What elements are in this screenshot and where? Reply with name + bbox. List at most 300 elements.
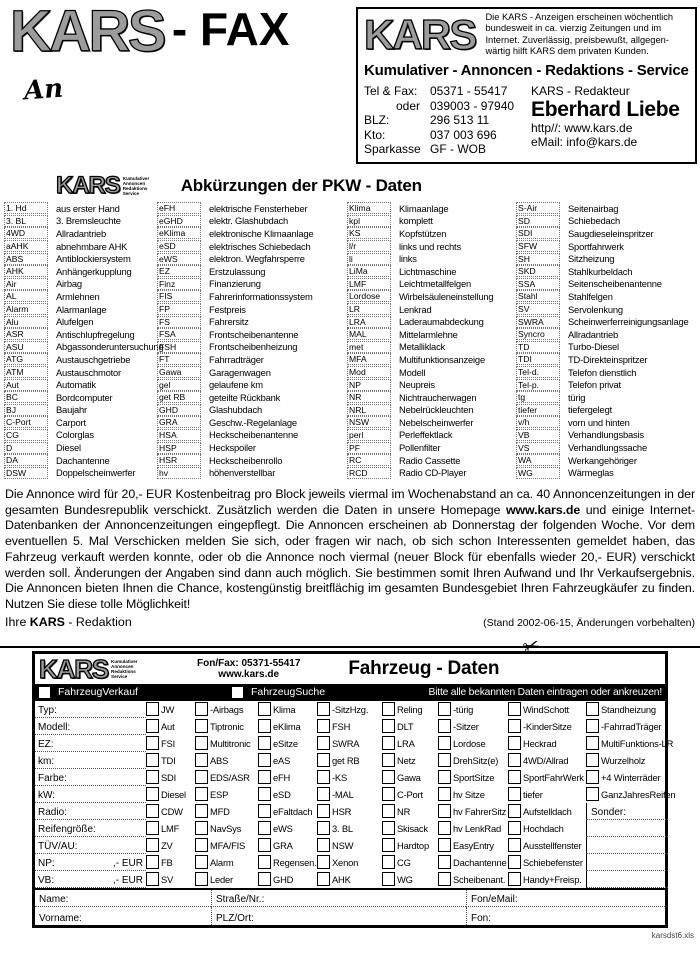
contact-label: oder [395, 98, 420, 113]
checkbox-handy-freisp[interactable] [508, 872, 521, 886]
abbreviations-title: Abkürzungen der PKW - Daten [180, 176, 422, 195]
field-modell[interactable] [35, 718, 146, 735]
abbr-row [516, 353, 696, 366]
checkbox-efh[interactable] [258, 770, 271, 784]
abbr-description: Abgassonderuntersuchung [56, 341, 164, 353]
abbr-row [516, 441, 696, 454]
checkbox-drehsitz-e[interactable] [438, 753, 451, 767]
option-label-airbags: -Airbags [210, 703, 244, 715]
abbr-row [4, 202, 157, 215]
checkbox-nr[interactable] [382, 804, 395, 818]
abbr-code: SD [516, 215, 560, 227]
abbr-code: Stahl [516, 290, 560, 302]
abbr-description: Leichtmetallfelgen [399, 278, 471, 290]
form-title: Fahrzeug - Daten [348, 657, 500, 679]
abbr-description: höhenverstellbar [209, 467, 276, 479]
contact-value: 05371 - 55417 [430, 84, 508, 99]
abbr-description: Fahrradträger [209, 353, 264, 365]
cut-line [0, 631, 700, 660]
checkbox-ews[interactable] [258, 821, 271, 835]
checkbox-gra[interactable] [258, 838, 271, 852]
checkbox-lra[interactable] [382, 736, 395, 750]
field-t-v-au[interactable] [35, 837, 146, 854]
abbr-row [516, 454, 696, 467]
abbr-code: Mod [347, 366, 391, 378]
abbr-row [516, 265, 696, 278]
checkbox-esitze[interactable] [258, 736, 271, 750]
abbr-row [347, 341, 516, 354]
abbr-code: VB [516, 429, 560, 441]
abbr-description: Saugdieseleinspritzer [568, 227, 654, 239]
option-label-hv-lenkrad: hv LenkRad [453, 822, 502, 834]
option-label-esitze: eSitze [273, 737, 298, 749]
abbr-code: HSP [157, 442, 201, 454]
option-label-skisack: Skisack [397, 822, 428, 834]
checkbox-heckrad[interactable] [508, 736, 521, 750]
abbr-code: v/h [516, 416, 560, 428]
checkbox-kindersitze[interactable] [508, 719, 521, 733]
option-label-eds-asr: EDS/ASR [210, 771, 250, 783]
option-label-multifunktions-lr: MultiFunktions-LR [601, 737, 674, 749]
checkbox-mfa-fis[interactable] [195, 838, 208, 852]
checkbox-diesel[interactable] [146, 787, 159, 801]
scissors-icon: ✂ [519, 631, 544, 660]
abbr-description: elektron. Wegfahrsperre [209, 253, 305, 265]
option-label-fsh: FSH [332, 720, 351, 732]
checkbox-t-rig[interactable] [438, 702, 451, 716]
abbr-code: Aut [4, 379, 48, 391]
checkbox-reling[interactable] [382, 702, 395, 716]
abbr-code: tiefer [516, 404, 560, 416]
checkbox-4-winterr-der[interactable] [586, 770, 599, 784]
abbr-row [347, 366, 516, 379]
option-label-sportsitze: SportSitze [453, 771, 495, 783]
abbr-description: Lenkrad [399, 303, 432, 315]
abbr-description: Austauschmotor [56, 366, 121, 378]
abbr-code: eGHD [157, 215, 201, 227]
abbr-description: Mittelarmlehne [399, 328, 458, 340]
checkbox-cdw[interactable] [146, 804, 159, 818]
checkbox-tiefer[interactable] [508, 787, 521, 801]
option-label-t-rig: -türig [453, 703, 474, 715]
abbr-row [157, 227, 347, 240]
abbr-description: Verhandlungssache [568, 442, 647, 454]
option-label-esp: ESP [210, 788, 229, 800]
abbr-code: LiMa [347, 265, 391, 277]
abbr-code: AHK [4, 265, 48, 277]
contact-value: 039003 - 97940 [430, 98, 515, 113]
checkbox-sitzhzg[interactable] [317, 702, 330, 716]
form-row [35, 837, 665, 854]
kars-logo-subtext: Kumulativer Annoncen Redaktions Service [111, 658, 138, 679]
abbr-row [157, 391, 347, 404]
abbr-description: Stahlkurbeldach [568, 265, 633, 277]
abbr-description: 3. Bremsleuchte [56, 215, 121, 227]
option-label-navsys: NavSys [210, 822, 242, 834]
option-label-hv-fahrersitz: hv FahrerSitz [453, 805, 507, 817]
checkbox-zv[interactable] [146, 838, 159, 852]
contact-row [364, 84, 527, 99]
contact-row [364, 142, 527, 157]
checkbox-fahrzeugsuche[interactable] [231, 686, 244, 699]
abbr-row [347, 227, 516, 240]
sonder-notes-area[interactable] [586, 854, 668, 871]
abbr-row [347, 290, 516, 303]
abbr-description: Antischlupfregelung [56, 328, 135, 340]
abbr-code: GRA [157, 416, 201, 428]
abbr-row [157, 454, 347, 467]
option-label-ganzjahresreifen: GanzJahresReifen [601, 788, 676, 800]
option-label-cdw: CDW [161, 805, 183, 817]
field-suffix: ,- EUR [113, 857, 143, 869]
abbr-row [157, 441, 347, 454]
abbr-row [4, 265, 157, 278]
option-label-multitronic: Multitronic [210, 737, 251, 749]
checkbox-multifunktions-lr[interactable] [586, 736, 599, 750]
abbr-code: Alarm [4, 303, 48, 315]
abbr-description: links [399, 253, 417, 265]
form-row [35, 786, 676, 803]
abbr-column [516, 202, 696, 479]
option-label-wurzelholz: Wurzelholz [601, 754, 646, 766]
abbr-code: kpl [347, 215, 391, 227]
checkbox-eds-asr[interactable] [195, 770, 208, 784]
field-typ[interactable] [35, 701, 146, 718]
field-label: km: [38, 755, 55, 767]
checkbox-ks[interactable] [317, 770, 330, 784]
checkbox-c-port[interactable] [382, 787, 395, 801]
option-label-lra: LRA [397, 737, 415, 749]
abbr-row [516, 202, 696, 215]
abbr-row [516, 328, 696, 341]
abbr-description: Antiblockiersystem [56, 253, 131, 265]
version-note: (Stand 2002-06-15, Änderungen vorbehalten) [483, 616, 695, 629]
checkbox-multitronic[interactable] [195, 736, 208, 750]
website-link[interactable]: http//: www.kars.de [531, 120, 633, 135]
checkbox-esd[interactable] [258, 787, 271, 801]
checkbox-3-bl[interactable] [317, 821, 330, 835]
sonder-notes-area[interactable] [586, 871, 668, 888]
checkbox-eas[interactable] [258, 753, 271, 767]
checkbox-hsr[interactable] [317, 804, 330, 818]
address-field-name[interactable]: Name: [35, 890, 211, 908]
checkbox-alarm[interactable] [195, 855, 208, 869]
checkbox-tiptronic[interactable] [195, 719, 208, 733]
abbr-row [516, 252, 696, 265]
abbr-row [347, 278, 516, 291]
abbreviations-header [56, 174, 700, 198]
checkbox-get-rb[interactable] [317, 753, 330, 767]
checkbox-ahk[interactable] [317, 872, 330, 886]
sonder-notes-area[interactable] [586, 820, 668, 837]
abbreviation-table [4, 202, 698, 479]
option-label-esd: eSD [273, 788, 291, 800]
checkbox-cg[interactable] [382, 855, 395, 869]
checkbox-sv[interactable] [146, 872, 159, 886]
abbr-code: Finz [157, 278, 201, 290]
abbr-row [347, 353, 516, 366]
abbr-code: 3. BL [4, 215, 48, 227]
checkbox-windschott[interactable] [508, 702, 521, 716]
kars-fax-brand [10, 2, 289, 105]
option-label-windschott: WindSchott [523, 703, 569, 715]
email-link[interactable]: eMail: info@kars.de [531, 135, 638, 150]
option-label-netz: Netz [397, 754, 416, 766]
field-kw[interactable] [35, 786, 146, 803]
abbr-row [347, 454, 516, 467]
checkbox-hv-lenkrad[interactable] [438, 821, 451, 835]
checkbox-airbags[interactable] [195, 702, 208, 716]
option-label-hardtop: Hardtop [397, 839, 429, 851]
kars-description: Die KARS - Anzeigen erscheinen wöchentlich bundesweit in ca. vierzig Zeitungen und im Internet. Zuverlässig, preisbewußt, allgegen- wärtig hilft KARS dem privaten Kunden. [485, 12, 674, 56]
checkbox-4wd-allrad[interactable] [508, 753, 521, 767]
abbr-row [516, 240, 696, 253]
abbr-code: CG [4, 429, 48, 441]
checkbox-fahrradtr-ger[interactable] [586, 719, 599, 733]
address-row [35, 907, 665, 925]
address-field-fon-email[interactable]: Fon/eMail: [466, 890, 665, 908]
field-vb[interactable] [35, 871, 146, 888]
checkbox-fsi[interactable] [146, 736, 159, 750]
field-reifengr-e[interactable] [35, 820, 146, 837]
checkbox-easyentry[interactable] [438, 838, 451, 852]
checkbox-wg[interactable] [382, 872, 395, 886]
checkbox-hochdach[interactable] [508, 821, 521, 835]
fahrzeugverkauf-label: FahrzeugVerkauf [58, 686, 138, 699]
checkbox-xenon[interactable] [317, 855, 330, 869]
sonder-notes-area[interactable]: Sonder: [586, 803, 668, 820]
option-label-ahk: AHK [332, 873, 351, 885]
abbr-description: Heckspoiler [209, 442, 256, 454]
abbr-description: abnehmbare AHK [56, 240, 128, 252]
checkbox-ghd[interactable] [258, 872, 271, 886]
abbr-row [347, 328, 516, 341]
checkbox-wurzelholz[interactable] [586, 753, 599, 767]
field-label: Radio: [38, 806, 67, 818]
abbr-code: Air [4, 278, 48, 290]
option-label-nsw: NSW [332, 839, 354, 851]
abbr-code: FS [157, 316, 201, 328]
option-label-sdi: SDI [161, 771, 177, 783]
checkbox-swra[interactable] [317, 736, 330, 750]
abbr-code: Klima [347, 202, 391, 214]
abbr-code: LRA [347, 316, 391, 328]
checkbox-regensen[interactable] [258, 855, 271, 869]
abbr-description: Fahrersitz [209, 316, 249, 328]
abbr-description: Dachantenne [56, 454, 110, 466]
sonder-notes-area[interactable] [586, 837, 668, 854]
abbr-description: Werkangehöriger [568, 454, 637, 466]
abbr-description: aus erster Hand [56, 202, 120, 214]
abbr-row [4, 466, 157, 479]
abbr-row [157, 466, 347, 479]
abbr-code: l/r [347, 240, 391, 252]
abbr-description: Pollenfilter [399, 442, 441, 454]
option-label-3-bl: 3. BL [332, 822, 353, 834]
checkbox-netz[interactable] [382, 753, 395, 767]
address-field-stra-e-nr[interactable]: Straße/Nr.: [211, 890, 466, 908]
option-label-eklima: eKlima [273, 720, 301, 732]
signature: Ihre KARS - Redaktion [5, 614, 132, 629]
abbr-code: ABS [4, 253, 48, 265]
field-label: Reifengröße: [38, 823, 96, 835]
checkbox-mal[interactable] [317, 787, 330, 801]
abbr-row [516, 341, 696, 354]
checkbox-mfd[interactable] [195, 804, 208, 818]
abbr-row [516, 227, 696, 240]
contact-list [364, 84, 527, 157]
abbr-description: gelaufene km [209, 379, 263, 391]
option-label-hochdach: Hochdach [523, 822, 564, 834]
abbr-description: Austauschgetriebe [56, 353, 131, 365]
abbr-row [347, 466, 516, 479]
abbr-description: elektrische Fensterheber [209, 202, 308, 214]
abbr-row [516, 378, 696, 391]
checkbox-efaltdach[interactable] [258, 804, 271, 818]
abbr-code: NRL [347, 404, 391, 416]
form-contact: Fon/Fax: 05371-55417 www.kars.de [197, 657, 301, 680]
checkbox-hv-fahrersitz[interactable] [438, 804, 451, 818]
abbr-description: Stahlfelgen [568, 290, 613, 302]
abbr-description: Neupreis [399, 379, 435, 391]
kars-info-box [356, 7, 697, 164]
checkbox-aut[interactable] [146, 719, 159, 733]
abbr-row [516, 404, 696, 417]
checkbox-gawa[interactable] [382, 770, 395, 784]
form-row [35, 718, 665, 735]
option-label-wg: WG [397, 873, 413, 885]
abbr-description: Festpreis [209, 303, 246, 315]
abbr-row [347, 404, 516, 417]
checkbox-dlt[interactable] [382, 719, 395, 733]
checkbox-standheizung[interactable] [586, 702, 599, 716]
address-field-vorname[interactable]: Vorname: [39, 912, 82, 924]
abbr-row [516, 429, 696, 442]
option-label-ausstellfenster: Ausstellfenster [523, 839, 582, 851]
abbr-code: TDI [516, 353, 560, 365]
checkbox-ganzjahresreifen[interactable] [586, 787, 599, 801]
checkbox-abs[interactable] [195, 753, 208, 767]
field-farbe[interactable] [35, 769, 146, 786]
abbr-row [516, 290, 696, 303]
checkbox-klima[interactable] [258, 702, 271, 716]
abbr-code: Alu [4, 316, 48, 328]
option-label-standheizung: Standheizung [601, 703, 656, 715]
checkbox-fahrzeugverkauf[interactable] [38, 686, 51, 699]
kars-logo: KARS [364, 11, 476, 58]
abbr-description: Telefon dienstlich [568, 366, 637, 378]
address-field-plz-ort[interactable]: PLZ/Ort: [211, 907, 466, 925]
abbr-description: Klimaanlage [399, 202, 449, 214]
abbr-code: MAL [347, 328, 391, 340]
abbr-row [347, 378, 516, 391]
form-row [35, 769, 665, 786]
field-np[interactable] [35, 854, 146, 871]
abbr-row [347, 416, 516, 429]
field-ez[interactable] [35, 735, 146, 752]
vehicle-data-form [32, 651, 676, 928]
checkbox-scheibenant[interactable] [438, 872, 451, 886]
abbr-code: RCD [347, 467, 391, 479]
abbr-description: geteilte Rückbank [209, 391, 281, 403]
form-row [35, 820, 665, 837]
field-km[interactable] [35, 752, 146, 769]
checkbox-sdi[interactable] [146, 770, 159, 784]
checkbox-sitzer[interactable] [438, 719, 451, 733]
an-recipient-label[interactable]: An [23, 73, 65, 107]
abbr-description: Laderaumabdeckung [399, 316, 484, 328]
checkbox-sportsitze[interactable] [438, 770, 451, 784]
abbr-description: Erstzulassung [209, 265, 266, 277]
checkbox-lmf[interactable] [146, 821, 159, 835]
checkbox-lordose[interactable] [438, 736, 451, 750]
abbr-code: tg [516, 391, 560, 403]
abbr-code: VS [516, 442, 560, 454]
abbr-row [347, 303, 516, 316]
checkbox-fsh[interactable] [317, 719, 330, 733]
option-label-schiebefenster: Schiebefenster [523, 856, 583, 868]
checkbox-tdi[interactable] [146, 753, 159, 767]
abbr-description: Sportfahrwerk [568, 240, 624, 252]
checkbox-eklima[interactable] [258, 719, 271, 733]
checkbox-skisack[interactable] [382, 821, 395, 835]
option-label-tiefer: tiefer [523, 788, 543, 800]
abbr-code: perl [347, 429, 391, 441]
abbr-description: Schiebedach [568, 215, 621, 227]
abbr-row [4, 290, 157, 303]
abbr-description: Frontscheibenantenne [209, 328, 299, 340]
checkbox-esp[interactable] [195, 787, 208, 801]
abbr-row [4, 454, 157, 467]
checkbox-leder[interactable] [195, 872, 208, 886]
abbr-description: Anhängerkupplung [56, 265, 132, 277]
option-label-easyentry: EasyEntry [453, 839, 494, 851]
option-label-ghd: GHD [273, 873, 294, 885]
checkbox-jw[interactable] [146, 702, 159, 716]
abbr-row [347, 265, 516, 278]
checkbox-navsys[interactable] [195, 821, 208, 835]
address-field-fon[interactable]: Fon: [466, 907, 665, 925]
checkbox-nsw[interactable] [317, 838, 330, 852]
abbr-description: Nebelscheinwerfer [399, 416, 474, 428]
checkbox-sportfahrwerk[interactable] [508, 770, 521, 784]
abbr-description: Seitenairbag [568, 202, 619, 214]
checkbox-dachantenne[interactable] [438, 855, 451, 869]
option-label-leder: Leder [210, 873, 233, 885]
option-label-aufstelldach: Aufstelldach [523, 805, 572, 817]
option-label-lmf: LMF [161, 822, 180, 834]
option-label-regensen: Regensen. [273, 856, 317, 868]
checkbox-fb[interactable] [146, 855, 159, 869]
option-label-tdi: TDI [161, 754, 176, 766]
abbr-description: türig [568, 391, 586, 403]
checkbox-hv-sitze[interactable] [438, 787, 451, 801]
abbr-code: FSH [157, 341, 201, 353]
field-label: Typ: [38, 704, 57, 716]
checkbox-hardtop[interactable] [382, 838, 395, 852]
abbr-description: Modell [399, 366, 426, 378]
field-radio[interactable] [35, 803, 146, 820]
abbr-column [157, 202, 347, 479]
option-label-scheibenant: Scheibenant. [453, 873, 506, 885]
checkbox-aufstelldach[interactable] [508, 804, 521, 818]
abbr-code: ASU [4, 341, 48, 353]
checkbox-schiebefenster[interactable] [508, 855, 521, 869]
abbr-description: Turbo-Diesel [568, 341, 619, 353]
abbr-description: Scheinwerferreinigungsanlage [568, 316, 689, 328]
checkbox-ausstellfenster[interactable] [508, 838, 521, 852]
abbr-code: AL [4, 290, 48, 302]
